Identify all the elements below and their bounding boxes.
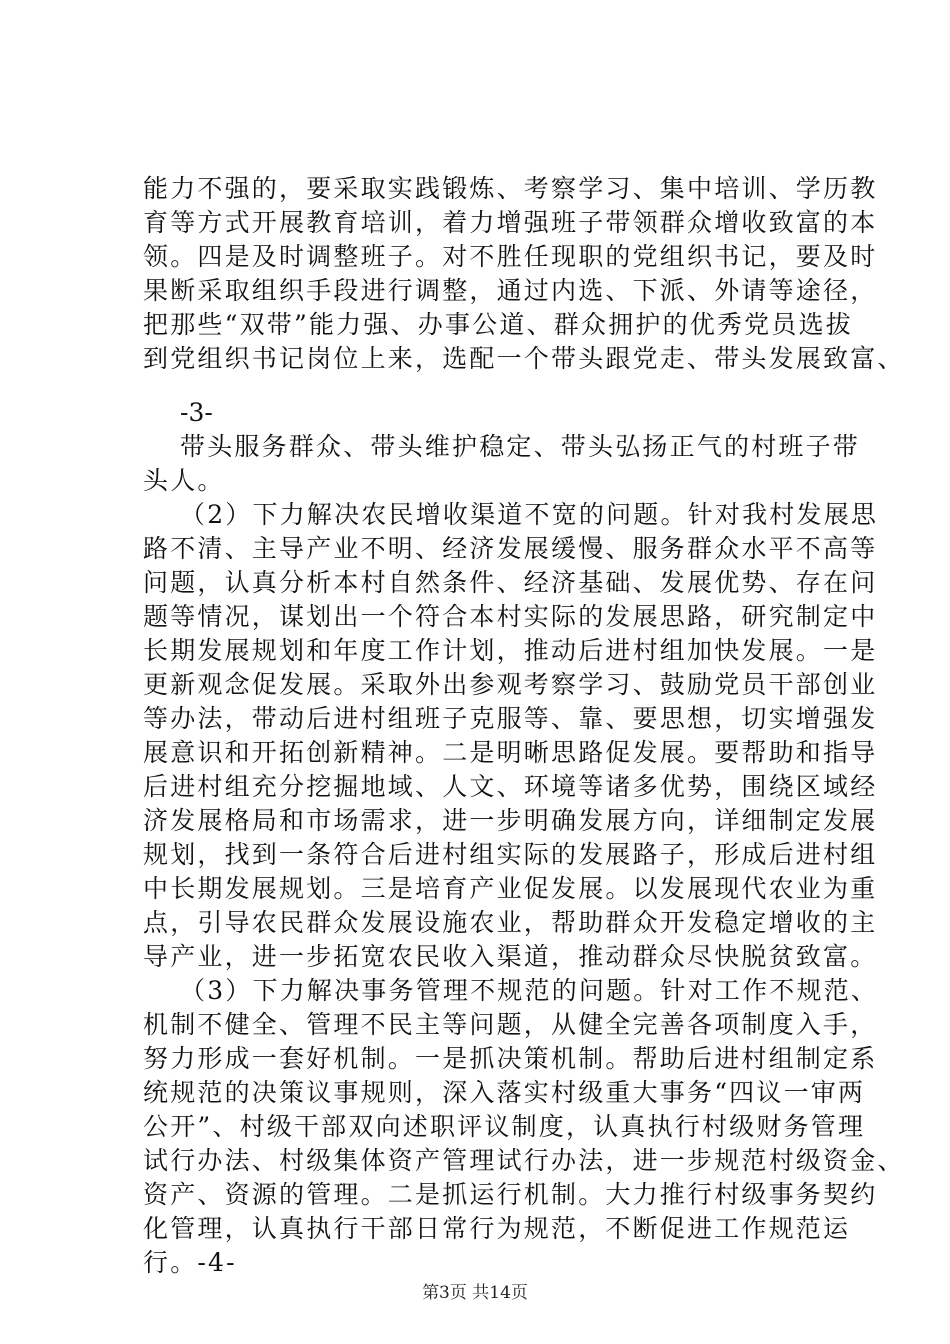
text-line: 规划，找到一条符合后进村组实际的发展路子，形成后进村组	[143, 840, 878, 869]
text-line: 问题，认真分析本村自然条件、经济基础、发展优势、存在问	[143, 568, 878, 597]
text-line: 把那些“双带”能力强、办事公道、群众拥护的优秀党员选拔	[143, 310, 853, 339]
text-line: 化管理，认真执行干部日常行为规范，不断促进工作规范运	[143, 1214, 851, 1243]
text-line: 济发展格局和市场需求，进一步明确发展方向，详细制定发展	[143, 806, 878, 835]
text-line: 点，引导农民群众发展设施农业，帮助群众开发稳定增收的主	[143, 908, 878, 937]
text-line: 路不清、主导产业不明、经济发展缓慢、服务群众水平不高等	[143, 534, 878, 563]
text-line: 头人。	[143, 466, 225, 495]
text-line: 试行办法、村级集体资产管理试行办法，进一步规范村级资金、	[143, 1146, 905, 1175]
paragraph-start-line: （2）下力解决农民增收渠道不宽的问题。针对我村发展思	[180, 500, 879, 529]
text-line: 果断采取组织手段进行调整，通过内选、下派、外请等途径，	[143, 276, 878, 305]
text-line: 带头服务群众、带头维护稳定、带头弘扬正气的村班子带	[180, 432, 861, 461]
text-line: 中长期发展规划。三是培育产业促发展。以发展现代农业为重	[143, 874, 878, 903]
text-line: 等办法，带动后进村组班子克服等、靠、要思想，切实增强发	[143, 704, 878, 733]
text-line: 领。四是及时调整班子。对不胜任现职的党组织书记，要及时	[143, 242, 878, 271]
paragraph-start-line: （3）下力解决事务管理不规范的问题。针对工作不规范、	[180, 976, 879, 1005]
text-line: 导产业，进一步拓宽农民收入渠道，推动群众尽快脱贫致富。	[143, 942, 878, 971]
text-line: 行。-4-	[143, 1248, 237, 1277]
text-line: 到党组织书记岗位上来，选配一个带头跟党走、带头发展致富、	[143, 344, 905, 373]
text-line: 题等情况，谋划出一个符合本村实际的发展思路，研究制定中	[143, 602, 878, 631]
text-line: 机制不健全、管理不民主等问题，从健全完善各项制度入手，	[143, 1010, 878, 1039]
text-line: 更新观念促发展。采取外出参观考察学习、鼓励党员干部创业	[143, 670, 878, 699]
text-line: 育等方式开展教育培训，着力增强班子带领群众增收致富的本	[143, 208, 878, 237]
page-marker: -3-	[180, 398, 213, 427]
page-footer: 第3页 共14页	[422, 1283, 528, 1303]
text-line: 努力形成一套好机制。一是抓决策机制。帮助后进村组制定系	[143, 1044, 878, 1073]
text-line: 长期发展规划和年度工作计划，推动后进村组加快发展。一是	[143, 636, 878, 665]
text-line: 公开”、村级干部双向述职评议制度，认真执行村级财务管理	[143, 1112, 866, 1141]
text-line: 能力不强的，要采取实践锻炼、考察学习、集中培训、学历教	[143, 174, 878, 203]
text-line: 展意识和开拓创新精神。二是明晰思路促发展。要帮助和指导	[143, 738, 878, 767]
text-line: 资产、资源的管理。二是抓运行机制。大力推行村级事务契约	[143, 1180, 878, 1209]
text-line: 后进村组充分挖掘地域、人文、环境等诸多优势，围绕区域经	[143, 772, 878, 801]
text-line: 统规范的决策议事规则，深入落实村级重大事务“四议一审两	[143, 1078, 866, 1107]
